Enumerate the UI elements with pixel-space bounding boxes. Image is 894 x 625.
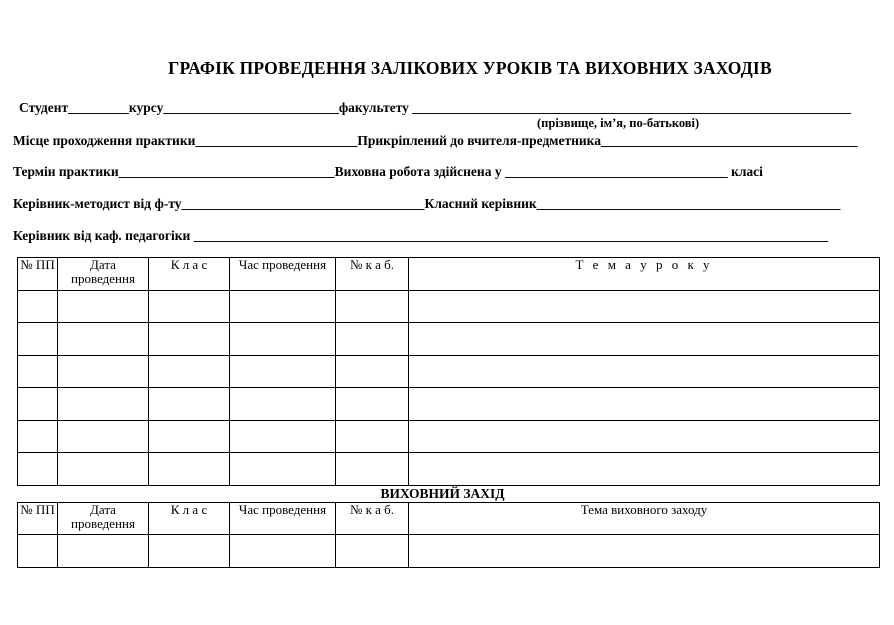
cell-room[interactable] — [336, 323, 409, 356]
lessons-table — [17, 257, 880, 486]
student-name-hint: (прізвище, ім’я, по-батькові) — [537, 116, 700, 130]
header-lesson-topic: Т е м а у р о к у — [409, 258, 880, 291]
cell-room[interactable] — [336, 535, 409, 568]
cell-class[interactable] — [149, 388, 230, 421]
cell-time[interactable] — [230, 421, 336, 453]
cell-time[interactable] — [230, 291, 336, 323]
cell-date[interactable] — [58, 323, 149, 356]
practice-place-line: Місце проходження практики________________________Прикріплений до вчителя-предметника______________________________________ — [13, 133, 858, 148]
cell-class[interactable] — [149, 421, 230, 453]
cell-date[interactable] — [58, 291, 149, 323]
cell-class[interactable] — [149, 453, 230, 486]
cell-topic[interactable] — [409, 323, 880, 356]
header-num: № ПП — [18, 503, 58, 535]
table-row — [18, 388, 880, 421]
header-class: К л а с — [149, 258, 230, 291]
cell-num[interactable] — [18, 453, 58, 486]
cell-topic[interactable] — [409, 421, 880, 453]
cell-topic[interactable] — [409, 356, 880, 388]
cell-num[interactable] — [18, 388, 58, 421]
cell-topic[interactable] — [409, 535, 880, 568]
cell-class[interactable] — [149, 323, 230, 356]
cell-time[interactable] — [230, 356, 336, 388]
cell-num[interactable] — [18, 323, 58, 356]
cell-room[interactable] — [336, 291, 409, 323]
cell-num[interactable] — [18, 421, 58, 453]
table-row — [18, 421, 880, 453]
cell-topic[interactable] — [409, 291, 880, 323]
cell-class[interactable] — [149, 356, 230, 388]
cell-topic[interactable] — [409, 388, 880, 421]
pedagogy-supervisor-line: Керівник від каф. педагогіки ______________________________________________________________________________________________ — [13, 228, 829, 243]
table-row — [18, 535, 880, 568]
header-num: № ПП — [18, 258, 58, 291]
cell-time[interactable] — [230, 453, 336, 486]
header-date: Дата проведення — [58, 503, 149, 535]
cell-time[interactable] — [230, 388, 336, 421]
cell-time[interactable] — [230, 323, 336, 356]
table-row — [18, 323, 880, 356]
cell-date[interactable] — [58, 388, 149, 421]
cell-room[interactable] — [336, 356, 409, 388]
cell-date[interactable] — [58, 356, 149, 388]
cell-date[interactable] — [58, 421, 149, 453]
document-title: ГРАФІК ПРОВЕДЕННЯ ЗАЛІКОВИХ УРОКІВ ТА ВИХОВНИХ ЗАХОДІВ — [168, 58, 772, 78]
header-time: Час проведення — [230, 258, 336, 291]
practice-term-line: Термін практики________________________________Виховна робота здійснена у _________________________________ класі — [13, 164, 763, 179]
lessons-header-row — [18, 258, 880, 291]
header-room: № к а б. — [336, 503, 409, 535]
cell-room[interactable] — [336, 453, 409, 486]
methodist-line: Керівник-методист від ф-ту____________________________________Класний керівник_____________________________________________ — [13, 196, 841, 211]
cell-num[interactable] — [18, 291, 58, 323]
cell-class[interactable] — [149, 535, 230, 568]
event-section-title: ВИХОВНИЙ ЗАХІД — [380, 486, 505, 501]
events-table — [17, 502, 880, 568]
events-header-row — [18, 503, 880, 535]
header-room: № к а б. — [336, 258, 409, 291]
header-event-topic: Тема виховного заходу — [409, 503, 880, 535]
table-row — [18, 453, 880, 486]
header-class: К л а с — [149, 503, 230, 535]
cell-room[interactable] — [336, 388, 409, 421]
table-row — [18, 356, 880, 388]
student-line: Студент_________курсу__________________________факультету _________________________________________________________________ — [19, 100, 852, 115]
cell-num[interactable] — [18, 535, 58, 568]
header-date: Дата проведення — [58, 258, 149, 291]
header-time: Час проведення — [230, 503, 336, 535]
cell-room[interactable] — [336, 421, 409, 453]
cell-class[interactable] — [149, 291, 230, 323]
cell-time[interactable] — [230, 535, 336, 568]
cell-date[interactable] — [58, 453, 149, 486]
cell-num[interactable] — [18, 356, 58, 388]
cell-topic[interactable] — [409, 453, 880, 486]
cell-date[interactable] — [58, 535, 149, 568]
table-row — [18, 291, 880, 323]
